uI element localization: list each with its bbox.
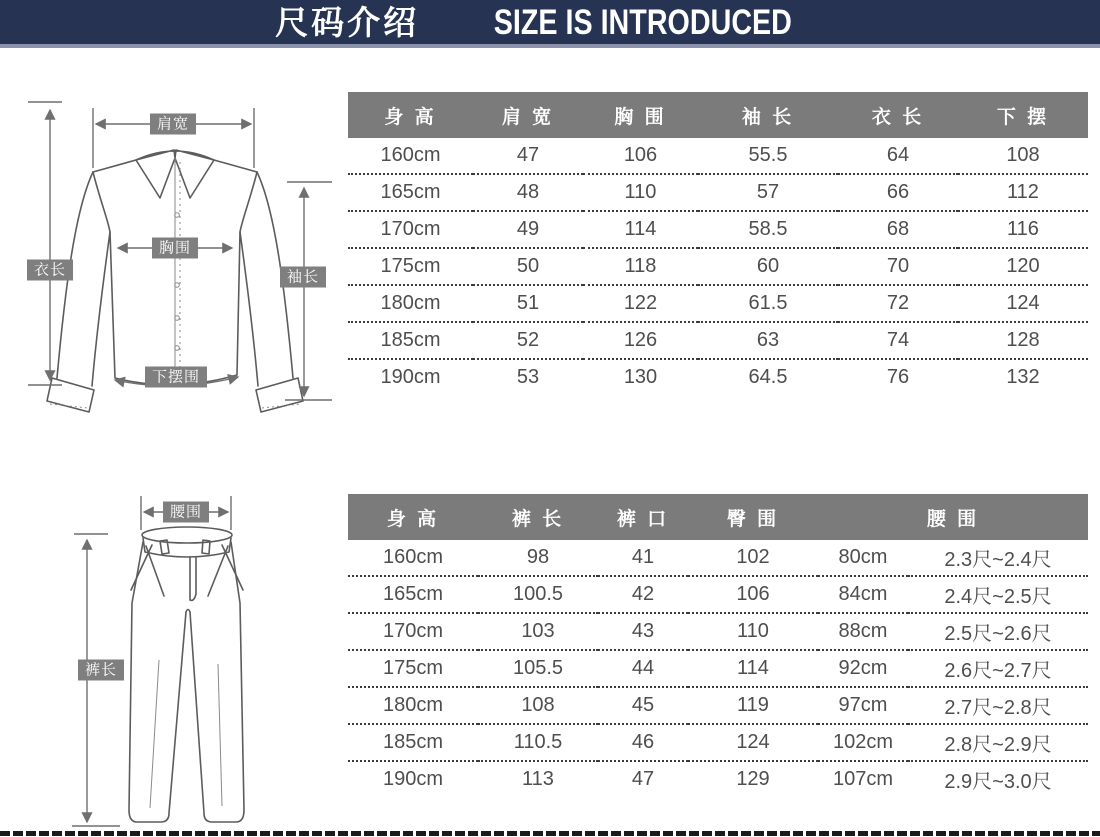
table-cell: 112 <box>958 174 1088 211</box>
table-row <box>348 211 1088 248</box>
table-cell: 70 <box>838 248 958 285</box>
title-bar <box>0 0 1100 48</box>
table-cell: 50 <box>473 248 583 285</box>
table-cell: 114 <box>583 211 698 248</box>
table-cell: 60 <box>698 248 838 285</box>
column-header: 衣 长 <box>838 92 958 138</box>
table-cell: 118 <box>583 248 698 285</box>
table-cell: 100.5 <box>478 576 598 613</box>
garment-length-ticks <box>28 102 62 385</box>
table-cell: 175cm <box>348 248 473 285</box>
column-header: 裤 口 <box>598 494 688 540</box>
pants-right-leg <box>190 542 244 822</box>
table-cell: 102cm <box>818 724 908 761</box>
shirt-cuff-stitches <box>50 404 300 408</box>
pants-size-table <box>348 494 1088 797</box>
shoulder-width-label: 肩宽 <box>150 114 196 135</box>
table-cell: 47 <box>631 768 655 790</box>
table-cell: 170cm <box>348 211 473 248</box>
table-row <box>348 687 1088 724</box>
table-cell: 53 <box>516 366 540 388</box>
table-cell: 51 <box>473 285 583 322</box>
column-header: 臀 围 <box>688 494 818 540</box>
table-cell: 49 <box>473 211 583 248</box>
table-cell: 175cm <box>348 650 478 687</box>
table-row <box>348 174 1088 211</box>
table-row <box>348 285 1088 322</box>
garment-length-label: 衣长 <box>27 260 73 281</box>
table-cell: 2.5尺~2.6尺 <box>908 613 1088 650</box>
table-cell: 185cm <box>348 724 478 761</box>
table-cell: 108 <box>958 138 1088 174</box>
pants-table-header-row <box>348 494 1088 540</box>
table-cell: 122 <box>583 285 698 322</box>
table-cell: 68 <box>838 211 958 248</box>
table-cell: 126 <box>583 322 698 359</box>
table-cell: 108 <box>478 687 598 724</box>
table-cell: 130 <box>623 366 658 388</box>
table-cell: 64 <box>838 138 958 174</box>
pants-line-art <box>60 478 360 836</box>
table-cell: 61.5 <box>698 285 838 322</box>
column-header: 下 摆 <box>958 92 1088 138</box>
table-row <box>348 359 1088 395</box>
table-row <box>348 613 1088 650</box>
table-cell: 110 <box>583 174 698 211</box>
table-cell: 160cm <box>348 138 473 174</box>
table-cell: 48 <box>473 174 583 211</box>
table-cell: 84cm <box>818 576 908 613</box>
table-cell: 128 <box>958 322 1088 359</box>
table-row <box>348 576 1088 613</box>
table-cell: 98 <box>478 540 598 576</box>
column-header: 胸 围 <box>583 92 698 138</box>
table-cell: 190cm <box>382 768 444 790</box>
hem-label: 下摆围 <box>145 367 207 388</box>
waist-label: 腰围 <box>163 502 209 523</box>
table-cell: 52 <box>473 322 583 359</box>
table-cell: 2.9尺~3.0尺 <box>944 771 1052 793</box>
table-cell: 80cm <box>818 540 908 576</box>
table-cell: 132 <box>1006 366 1040 388</box>
table-cell: 88cm <box>818 613 908 650</box>
pants-crotch <box>186 610 190 613</box>
table-cell: 44 <box>598 650 688 687</box>
table-cell: 64.5 <box>748 366 788 388</box>
table-cell: 66 <box>838 174 958 211</box>
table-cell: 190cm <box>380 366 441 388</box>
table-cell: 2.6尺~2.7尺 <box>908 650 1088 687</box>
page-title-english: SIZE IS INTRODUCED <box>493 2 793 42</box>
pants-creases <box>150 660 222 808</box>
table-cell: 105.5 <box>478 650 598 687</box>
table-cell: 2.8尺~2.9尺 <box>908 724 1088 761</box>
table-cell: 116 <box>958 211 1088 248</box>
table-cell: 165cm <box>348 174 473 211</box>
table-cell: 41 <box>598 540 688 576</box>
table-cell: 2.7尺~2.8尺 <box>908 687 1088 724</box>
table-cell: 72 <box>838 285 958 322</box>
table-cell: 57 <box>698 174 838 211</box>
table-row <box>348 322 1088 359</box>
table-row <box>348 650 1088 687</box>
shirt-table-header-row <box>348 92 1088 138</box>
table-cell: 119 <box>688 687 818 724</box>
table-cell: 45 <box>598 687 688 724</box>
column-header: 身 高 <box>348 92 473 138</box>
pants-fly <box>190 557 196 600</box>
shirt-left-sleeve <box>47 172 110 412</box>
pants-diagram <box>60 478 360 836</box>
chest-label: 胸围 <box>152 238 198 259</box>
table-cell: 102 <box>688 540 818 576</box>
table-row <box>348 248 1088 285</box>
table-cell: 47 <box>473 138 583 174</box>
table-cell: 180cm <box>348 687 478 724</box>
page-title-chinese: 尺码介绍 <box>275 3 420 41</box>
pants-belt-loops <box>160 540 210 554</box>
shirt-diagram <box>0 60 350 420</box>
table-cell: 2.3尺~2.4尺 <box>908 540 1088 576</box>
table-row <box>348 138 1088 174</box>
table-cell: 165cm <box>348 576 478 613</box>
column-header: 身 高 <box>348 494 478 540</box>
shirt-right-sleeve <box>240 172 303 412</box>
table-cell: 120 <box>958 248 1088 285</box>
table-cell: 97cm <box>818 687 908 724</box>
table-cell: 170cm <box>348 613 478 650</box>
table-cell: 46 <box>598 724 688 761</box>
table-cell: 129 <box>736 768 770 790</box>
table-cell: 103 <box>478 613 598 650</box>
table-cell: 2.4尺~2.5尺 <box>908 576 1088 613</box>
table-row <box>348 540 1088 576</box>
sleeve-length-label: 袖长 <box>280 267 326 288</box>
table-cell: 106 <box>688 576 818 613</box>
column-header: 腰 围 <box>818 494 1088 540</box>
table-cell: 124 <box>958 285 1088 322</box>
shirt-size-table <box>348 92 1088 395</box>
pants-table-body <box>348 540 1088 797</box>
column-header: 袖 长 <box>698 92 838 138</box>
table-cell: 180cm <box>348 285 473 322</box>
table-row <box>348 761 1088 797</box>
table-cell: 124 <box>688 724 818 761</box>
table-cell: 42 <box>598 576 688 613</box>
table-cell: 43 <box>598 613 688 650</box>
table-cell: 55.5 <box>698 138 838 174</box>
table-cell: 63 <box>698 322 838 359</box>
table-cell: 160cm <box>348 540 478 576</box>
column-header: 裤 长 <box>478 494 598 540</box>
table-cell: 113 <box>522 768 554 790</box>
table-cell: 92cm <box>818 650 908 687</box>
shirt-table-body <box>348 138 1088 395</box>
table-cell: 58.5 <box>698 211 838 248</box>
table-cell: 76 <box>886 366 910 388</box>
table-cell: 185cm <box>348 322 473 359</box>
column-header: 肩 宽 <box>473 92 583 138</box>
table-row <box>348 724 1088 761</box>
pants-waistband-top <box>142 527 232 543</box>
pants-length-label: 裤长 <box>78 660 124 681</box>
table-cell: 107cm <box>832 768 894 790</box>
table-cell: 106 <box>583 138 698 174</box>
table-cell: 114 <box>688 650 818 687</box>
table-cell: 74 <box>838 322 958 359</box>
table-cell: 110 <box>688 613 818 650</box>
bottom-dashed-divider <box>0 831 1100 836</box>
table-cell: 110.5 <box>478 724 598 761</box>
